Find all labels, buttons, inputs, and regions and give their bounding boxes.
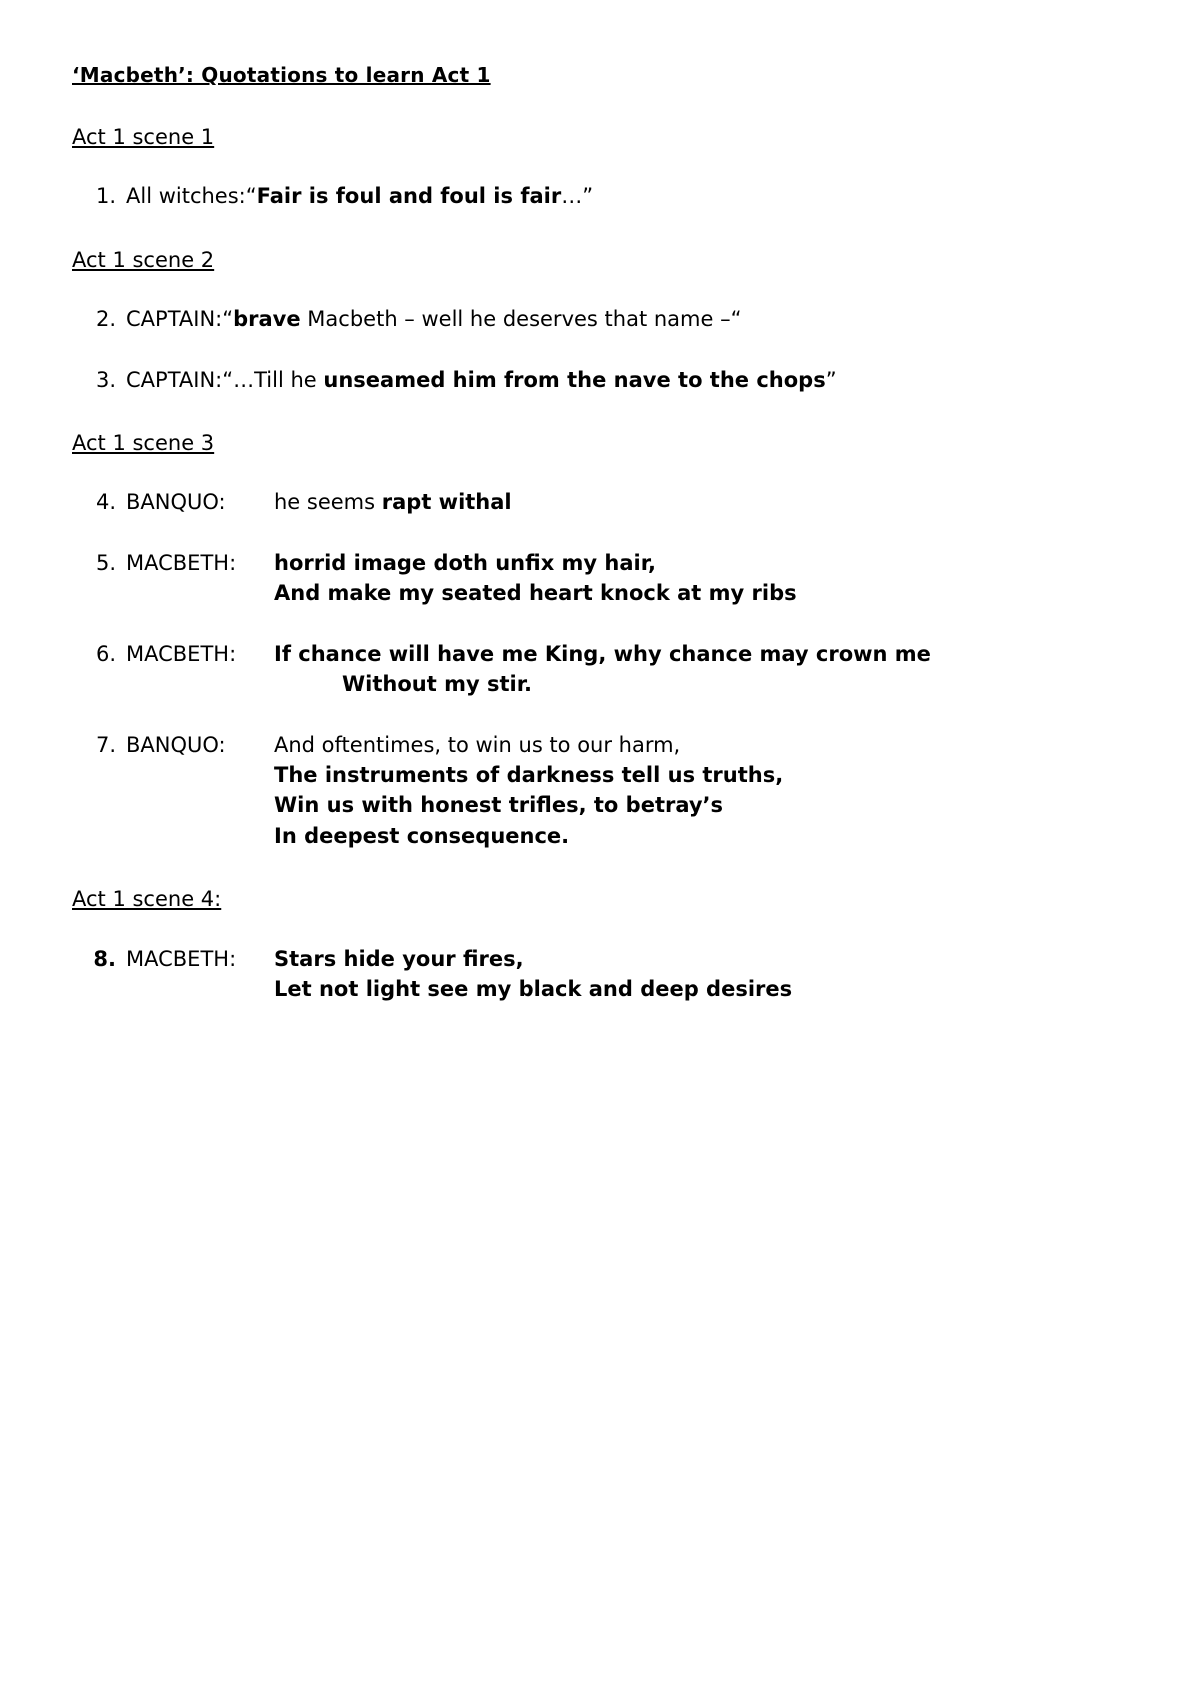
quote-text <box>222 304 741 334</box>
quote-speaker: CAPTAIN: <box>126 307 223 332</box>
quote-plain: …” <box>561 184 594 209</box>
quote-body <box>126 944 1128 1005</box>
quote-line <box>274 760 783 790</box>
quote-emphasis: In deepest consequence. <box>274 823 570 848</box>
quote-item <box>72 730 1128 852</box>
scene-section <box>72 246 1128 395</box>
quote-text <box>274 639 931 700</box>
quote-emphasis: And make my seated heart knock at my ribs <box>274 581 797 606</box>
quote-emphasis: Without my stir. <box>342 672 533 697</box>
quote-emphasis: horrid image doth unfix my hair, <box>274 550 656 575</box>
quote-line <box>274 974 792 1004</box>
quote-speaker: BANQUO: <box>126 732 226 757</box>
quote-emphasis: The instruments of darkness tell us truths, <box>274 762 784 787</box>
quote-speaker: CAPTAIN: <box>126 367 223 392</box>
quote-list <box>72 181 1128 211</box>
quote-body <box>126 487 1128 517</box>
quote-body <box>126 304 1128 334</box>
quote-number: 2. <box>95 307 116 332</box>
document-body <box>72 123 1128 1005</box>
quote-line <box>222 365 836 395</box>
quote-text <box>274 944 792 1005</box>
quote-line <box>274 669 931 699</box>
scene-heading: Act 1 scene 3 <box>72 431 215 455</box>
quote-text <box>274 730 783 852</box>
quote-line <box>246 181 593 211</box>
quote-body <box>126 548 1128 609</box>
quote-plain: And oftentimes, to win us to our harm, <box>274 732 681 757</box>
quote-speaker: BANQUO: <box>126 490 226 515</box>
quote-line <box>274 944 792 974</box>
quote-item <box>72 639 1128 700</box>
quote-body <box>126 181 1128 211</box>
quote-emphasis: Let not light see my black and deep desires <box>274 977 793 1002</box>
quote-line <box>274 487 512 517</box>
quote-emphasis: unseamed him from the nave to the chops <box>323 367 826 392</box>
quote-plain: “ <box>245 184 257 209</box>
quote-list <box>72 304 1128 395</box>
quote-line <box>274 730 783 760</box>
quote-list <box>72 487 1128 851</box>
quote-body <box>126 639 1128 700</box>
quote-speaker: MACBETH: <box>126 946 237 971</box>
quote-plain: ” <box>825 367 837 392</box>
quote-line <box>274 639 931 669</box>
quote-plain: “ <box>222 307 234 332</box>
quote-emphasis: Win us with honest trifles, to betray’s <box>274 793 724 818</box>
scene-heading: Act 1 scene 2 <box>72 247 215 272</box>
quote-speaker: All witches: <box>126 184 246 209</box>
quote-emphasis: brave <box>233 307 301 332</box>
quote-speaker: MACBETH: <box>126 641 237 666</box>
quote-plain: he seems <box>274 490 382 515</box>
quote-item <box>72 181 1128 211</box>
quote-plain: “…Till he <box>222 367 324 392</box>
quote-item <box>72 944 1128 1005</box>
quote-number: 4. <box>95 490 116 515</box>
quote-item <box>72 365 1128 395</box>
quote-line <box>222 304 741 334</box>
quote-list <box>72 944 1128 1005</box>
scene-section <box>72 123 1128 212</box>
quote-text <box>222 365 836 395</box>
quote-speaker: MACBETH: <box>126 550 237 575</box>
quote-number: 3. <box>95 367 116 392</box>
quote-line <box>274 548 797 578</box>
quote-emphasis: If chance will have me King, why chance may crown me <box>274 641 931 666</box>
quote-body <box>126 730 1128 852</box>
quote-number: 8. <box>93 946 116 971</box>
quote-plain: Macbeth – well he deserves that name –“ <box>300 307 742 332</box>
quote-number: 7. <box>95 732 116 757</box>
quote-body <box>126 365 1128 395</box>
page-title: ‘Macbeth’: Quotations to learn Act 1 <box>72 63 491 87</box>
scene-section <box>72 429 1128 851</box>
quote-emphasis: Fair is foul and foul is fair <box>256 184 562 209</box>
scene-heading: Act 1 scene 4: <box>72 887 222 912</box>
quote-item <box>72 487 1128 517</box>
quote-number: 1. <box>95 184 116 209</box>
quote-text <box>246 181 593 211</box>
scene-section <box>72 885 1128 1004</box>
quote-number: 5. <box>95 550 116 575</box>
quote-item <box>72 548 1128 609</box>
quote-item <box>72 304 1128 334</box>
quote-line <box>274 821 783 851</box>
scene-heading: Act 1 scene 1 <box>72 125 215 149</box>
quote-text <box>274 487 512 517</box>
quote-emphasis: rapt withal <box>381 490 512 515</box>
quote-line <box>274 790 783 820</box>
quote-emphasis: Stars hide your fires, <box>274 946 524 971</box>
quote-number: 6. <box>95 641 116 666</box>
quote-line <box>274 578 797 608</box>
quote-text <box>274 548 797 609</box>
